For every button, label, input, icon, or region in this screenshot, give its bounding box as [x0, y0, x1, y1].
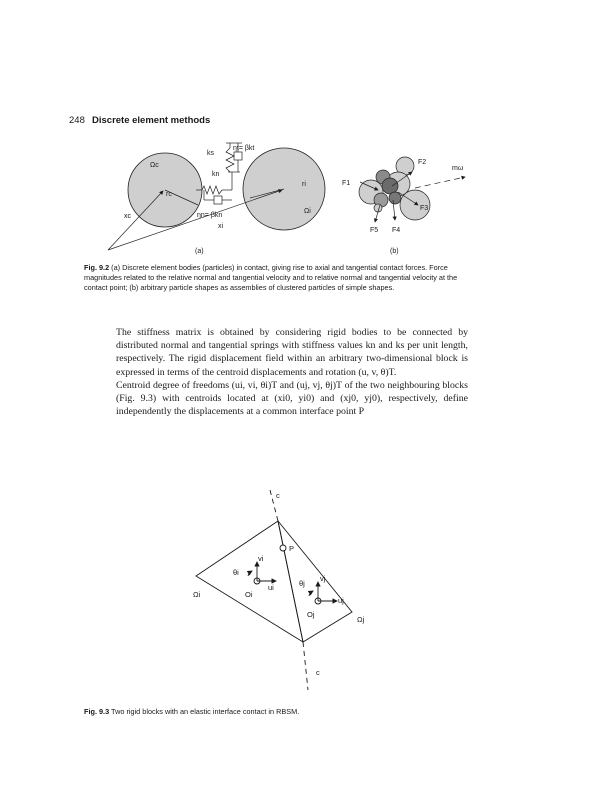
label-xc: xc [124, 213, 131, 220]
block-j [278, 521, 352, 642]
label-theta-j: θj [299, 579, 305, 588]
label-omega-i-block: Ωi [193, 590, 201, 599]
label-ui: ui [268, 583, 274, 592]
block-i [196, 521, 303, 642]
label-eta-t: ηt= βkt [233, 145, 255, 152]
paragraph-2: Centroid degree of freedoms (ui, vi, θi)T and (uj, vj, θj)T of the two neighbouring blocks (Fig. 9.3) with centroids located at (xi0, yi0) and (xj0, yj0), respectively, define independently the displacements at a common interface point P [116, 379, 468, 418]
label-rc: rc [166, 191, 172, 198]
label-m-omega: mω [452, 165, 464, 172]
label-oj: Oj [307, 610, 315, 619]
label-omega-i: Ωi [304, 208, 311, 215]
running-head: Discrete element methods [92, 115, 211, 126]
label-eta-n: ηn= βkn [197, 212, 223, 219]
caption-text-9-3: Two rigid blocks with an elastic interface contact in RBSM. [111, 707, 300, 716]
label-vi: vi [258, 554, 264, 563]
label-uj: uj [338, 596, 344, 605]
label-f5: F5 [370, 227, 379, 234]
label-omega-c: Ωc [150, 162, 159, 169]
label-c-top: c [276, 491, 280, 500]
label-omega-j-block: Ωj [357, 615, 365, 624]
interface-line-bottom [303, 642, 308, 690]
caption-fig-9-3 [84, 707, 480, 717]
label-panel-a: (a) [195, 248, 204, 255]
label-kn: kn [212, 171, 220, 178]
caption-label-9-3: Fig. 9.3 [84, 707, 110, 716]
caption-text: (a) Discrete element bodies (particles) in contact, giving rise to axial and tangential contact forces. Force magnitudes related to the relative normal and tangential velocity and to relative normal and tangential velocity at the contact point; (b) arbitrary particle shapes as assemblies of clustered particles of simple shapes. [84, 263, 458, 292]
caption-label: Fig. 9.2 [84, 263, 110, 272]
label-theta-i: θi [233, 568, 239, 577]
label-f4: F4 [392, 227, 401, 234]
label-f3: F3 [420, 205, 429, 212]
point-p-marker [280, 545, 286, 551]
label-f1: F1 [342, 180, 351, 187]
label-panel-b: (b) [390, 248, 399, 255]
label-vj: vj [320, 574, 326, 583]
page-number: 248 [69, 115, 85, 126]
label-ri: ri [302, 181, 306, 188]
label-p: P [289, 544, 295, 553]
label-ks: ks [207, 150, 214, 157]
label-c-bottom: c [316, 668, 320, 677]
paragraph-1: The stiffness matrix is obtained by considering rigid bodies to be connected by distributed normal and tangential springs with stiffness values kn and ks per unit length, respectively. The rigid displacement field within an arbitrary two-dimensional block is expressed in terms of the centroid displacements and rotation (u, v, θ)T. [116, 327, 468, 378]
label-xi: xi [218, 223, 224, 230]
label-f2: F2 [418, 159, 427, 166]
label-oi: Oi [245, 590, 253, 599]
